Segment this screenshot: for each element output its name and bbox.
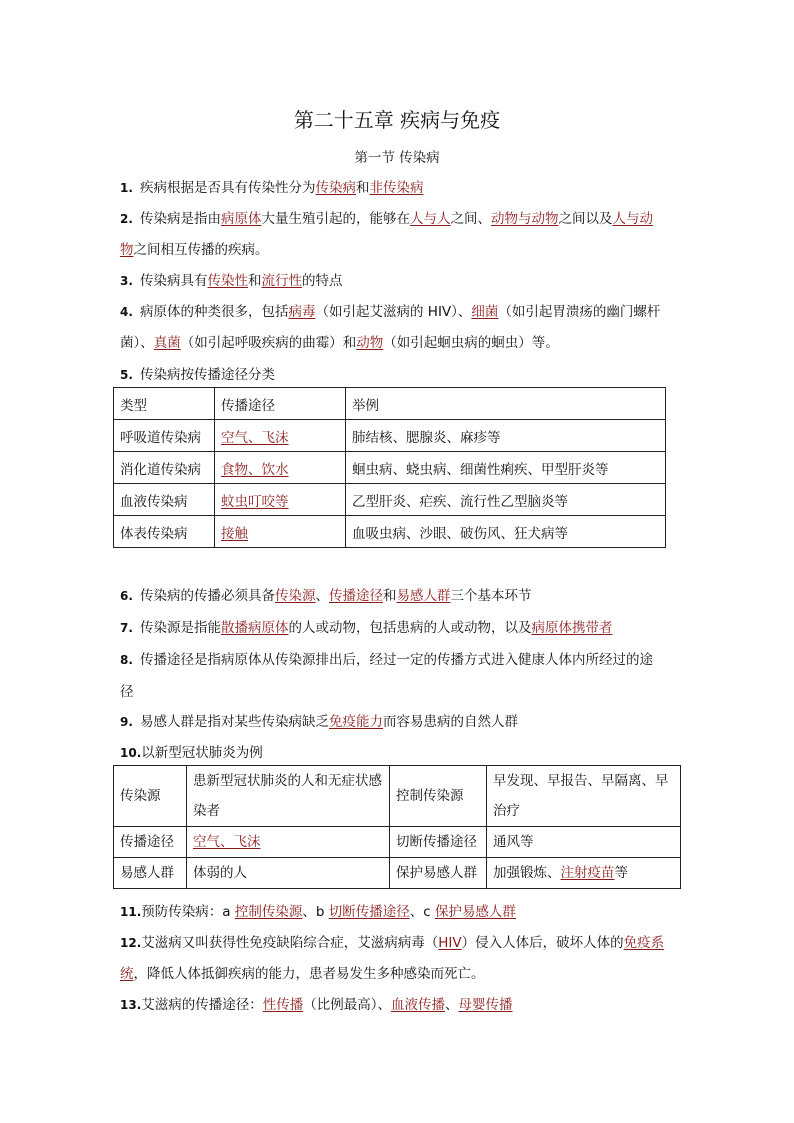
table-cell: 患新型冠状肺炎的人和无症状感染者 xyxy=(187,766,390,827)
table-cell: 乙型肝炎、疟疾、流行性乙型脑炎等 xyxy=(346,484,666,516)
text-line xyxy=(120,207,680,227)
text-segment: 传染病按传播途径分类 xyxy=(140,367,275,383)
keyword: 病原体携带者 xyxy=(531,620,613,636)
keyword: 流行性 xyxy=(261,273,302,289)
table-cell: 通风等 xyxy=(487,827,681,858)
keyword: 蚊虫叮咬等 xyxy=(221,493,289,510)
text-line xyxy=(120,993,680,1013)
text-segment: ）侵入人体后，破坏人体的 xyxy=(461,935,624,951)
item-number: 2. xyxy=(120,212,133,226)
table-cell: 体表传染病 xyxy=(114,516,215,548)
keyword: 传染病 xyxy=(315,180,356,196)
item-number: 9. xyxy=(120,715,133,729)
text-segment: 之间相互传播的疾病。 xyxy=(133,242,269,258)
item-number: 13. xyxy=(120,998,142,1012)
covid-example-table xyxy=(113,765,681,889)
table-cell: 控制传染源 xyxy=(390,766,487,827)
text-line xyxy=(120,584,680,604)
table-cell: 体弱的人 xyxy=(187,858,390,889)
table-cell: 传染源 xyxy=(114,766,187,827)
item-number: 3. xyxy=(120,274,133,288)
keyword: 血液传播 xyxy=(391,997,446,1013)
text-segment: 径 xyxy=(120,684,134,700)
text-line xyxy=(120,176,680,196)
table-cell xyxy=(215,516,346,548)
text-segment: 之间、 xyxy=(450,211,491,227)
keyword: 传染性 xyxy=(207,273,248,289)
text-segment: 传染病具有 xyxy=(140,273,208,289)
text-segment: （比例最高）、 xyxy=(303,997,392,1013)
text-segment: 传染病是指由 xyxy=(140,211,221,227)
transmission-table xyxy=(113,387,666,548)
item-number: 8. xyxy=(120,653,133,667)
text-segment: 的人或动物，包括患病的人或动物，以及 xyxy=(288,620,532,636)
text-segment: 之间以及 xyxy=(558,211,613,227)
table-cell: 血吸虫病、沙眼、破伤风、狂犬病等 xyxy=(346,516,666,548)
keyword: 保护易感人群 xyxy=(434,904,516,920)
table-row xyxy=(114,484,666,516)
keyword: 散播病原体 xyxy=(221,620,289,636)
table-row xyxy=(114,766,681,827)
text-line xyxy=(120,680,680,700)
text-line xyxy=(120,931,680,951)
text-segment: 和 xyxy=(248,273,262,289)
table-header-cell: 举例 xyxy=(346,388,666,420)
keyword: 切断传播途径 xyxy=(328,904,410,920)
keyword: 细菌 xyxy=(471,304,499,320)
text-line xyxy=(120,300,680,320)
table-cell: 肺结核、腮腺炎、麻疹等 xyxy=(346,420,666,452)
item-number: 5. xyxy=(120,368,133,382)
text-segment: 易感人群是指对某些传染病缺乏 xyxy=(140,714,329,730)
keyword: 空气、飞沫 xyxy=(221,429,289,446)
keyword: 统 xyxy=(120,966,134,982)
text-line xyxy=(120,238,680,258)
text-line xyxy=(120,710,680,730)
item-number: 1. xyxy=(120,181,133,195)
text-segment: （如引起呼吸疾病的曲霉）和 xyxy=(180,335,357,351)
table-cell xyxy=(215,420,346,452)
text-segment: （如引起胃溃疡的幽门螺杆 xyxy=(498,304,661,320)
table-cell xyxy=(187,827,390,858)
text-line xyxy=(120,363,680,383)
keyword: 非传染病 xyxy=(369,180,424,196)
text-line xyxy=(120,962,680,982)
table-cell: 易感人群 xyxy=(114,858,187,889)
text-segment: 预防传染病：a xyxy=(141,904,235,920)
keyword: HIV xyxy=(438,935,462,951)
item-number: 10. xyxy=(120,746,142,760)
text-segment: 艾滋病的传播途径： xyxy=(141,997,263,1013)
item-number: 12. xyxy=(120,936,142,950)
table-header-cell: 类型 xyxy=(114,388,215,420)
table-cell: 蛔虫病、蛲虫病、细菌性痢疾、甲型肝炎等 xyxy=(346,452,666,484)
keyword: 注射疫苗 xyxy=(560,865,615,881)
text-segment: （如引起蛔虫病的蛔虫）等。 xyxy=(383,335,559,351)
keyword: 人与人 xyxy=(410,211,451,227)
text-segment: ，降低人体抵御疾病的能力，患者易发生多种感染而死亡。 xyxy=(133,966,485,982)
keyword: 物 xyxy=(120,242,134,258)
text-segment: 传染源是指能 xyxy=(140,620,221,636)
keyword: 病原体 xyxy=(221,211,262,227)
keyword: 动物与动物 xyxy=(491,211,559,227)
table-cell: 传播途径 xyxy=(114,827,187,858)
table-row xyxy=(114,858,681,889)
text-segment: 和 xyxy=(383,588,397,604)
text-segment: 、c xyxy=(409,904,435,920)
text-segment: 菌）、 xyxy=(120,335,154,351)
table-row xyxy=(114,516,666,548)
text-segment: 艾滋病又叫获得性免疫缺陷综合症，艾滋病病毒（ xyxy=(141,935,439,951)
keyword: 真菌 xyxy=(153,335,181,351)
keyword: 人与动 xyxy=(612,211,653,227)
item-number: 11. xyxy=(120,905,142,919)
keyword: 控制传染源 xyxy=(234,904,303,920)
chapter-title: 第二十五章 疾病与免疫 xyxy=(293,108,501,132)
table-cell: 血液传染病 xyxy=(114,484,215,516)
table-cell xyxy=(215,484,346,516)
keyword: 易感人群 xyxy=(396,588,451,604)
keyword: 食物、饮水 xyxy=(221,461,289,478)
keyword: 空气、飞沫 xyxy=(193,834,261,850)
text-segment: 的特点 xyxy=(302,273,343,289)
text-line xyxy=(120,331,680,351)
text-line xyxy=(120,269,680,289)
item-number: 7. xyxy=(120,621,133,635)
table-header-row xyxy=(114,388,666,420)
table-header-cell: 传播途径 xyxy=(215,388,346,420)
text-segment: 加强锻炼、 xyxy=(493,865,561,881)
item-number: 4. xyxy=(120,305,133,319)
text-segment: 以新型冠状肺炎为例 xyxy=(141,745,263,761)
table-cell xyxy=(215,452,346,484)
table-row xyxy=(114,420,666,452)
text-segment: 传播途径是指病原体从传染源排出后，经过一定的传播方式进入健康人体内所经过的途 xyxy=(140,652,653,668)
text-segment: 病原体的种类很多，包括 xyxy=(140,304,289,320)
keyword: 免疫系 xyxy=(623,935,665,951)
text-segment: 疾病根据是否具有传染性分为 xyxy=(140,180,316,196)
keyword: 性传播 xyxy=(262,997,304,1013)
keyword: 病毒 xyxy=(288,304,316,320)
text-segment: 、b xyxy=(302,904,329,920)
text-line xyxy=(120,648,680,668)
table-cell: 消化道传染病 xyxy=(114,452,215,484)
text-line xyxy=(120,741,680,761)
text-segment: 等 xyxy=(614,865,628,881)
keyword: 接触 xyxy=(221,525,248,542)
text-segment: 而容易患病的自然人群 xyxy=(383,714,518,730)
text-segment: 三个基本环节 xyxy=(450,588,532,604)
text-line xyxy=(120,616,680,636)
text-segment: 大量生殖引起的，能够在 xyxy=(261,211,410,227)
keyword: 母婴传播 xyxy=(458,997,513,1013)
text-segment: 、 xyxy=(315,588,329,604)
table-cell: 呼吸道传染病 xyxy=(114,420,215,452)
text-segment: 传染病的传播必须具备 xyxy=(140,588,275,604)
text-segment: 、 xyxy=(445,997,459,1013)
text-segment: 和 xyxy=(356,180,370,196)
table-cell: 切断传播途径 xyxy=(390,827,487,858)
text-line xyxy=(120,900,680,920)
keyword: 传播途径 xyxy=(329,588,383,604)
keyword: 传染源 xyxy=(275,588,316,604)
table-cell: 保护易感人群 xyxy=(390,858,487,889)
table-row xyxy=(114,452,666,484)
table-row xyxy=(114,827,681,858)
table-cell xyxy=(487,858,681,889)
section-title: 第一节 传染病 xyxy=(354,150,440,166)
keyword: 动物 xyxy=(356,335,384,351)
text-segment: （如引起艾滋病的 HIV）、 xyxy=(315,304,472,320)
table-cell: 早发现、早报告、早隔离、早治疗 xyxy=(487,766,681,827)
keyword: 免疫能力 xyxy=(329,714,383,730)
item-number: 6. xyxy=(120,589,133,603)
